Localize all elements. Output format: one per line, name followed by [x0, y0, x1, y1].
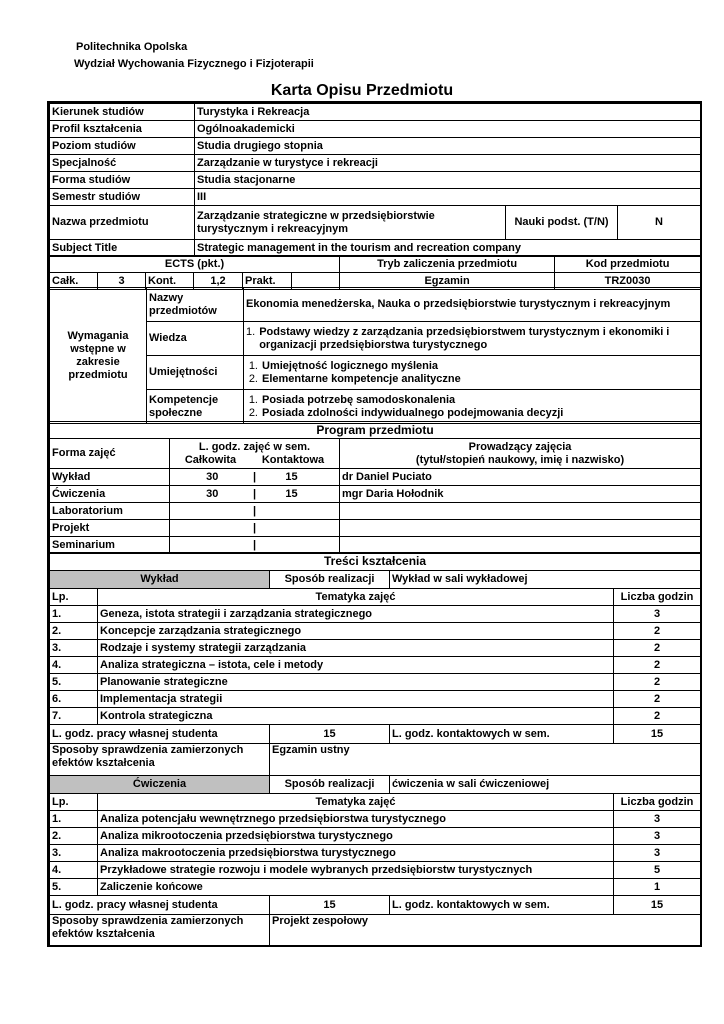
- topic-title: Analiza potencjału wewnętrznego przedsiębiorstwa turystycznego: [98, 811, 614, 828]
- table-row: [50, 776, 701, 794]
- table-row: [50, 503, 701, 520]
- wiedza-label: Wiedza: [147, 322, 244, 356]
- topic-lp: 3.: [50, 640, 98, 657]
- cwiczenia-label: Ćwiczenia: [50, 776, 270, 794]
- program-kont-value: 15: [285, 470, 298, 483]
- sposob-label: Sposób realizacji: [270, 776, 390, 794]
- sposob-value: Wykład w sali wykładowej: [390, 571, 701, 589]
- kontakt-label: L. godz. kontaktowych w sem.: [390, 896, 614, 915]
- kont-header: Kontaktowa: [261, 453, 325, 466]
- godz-header: L. godz. zajęć w sem. Całkowita Kontaktowa: [170, 439, 340, 469]
- program-calk: 30: [170, 486, 255, 503]
- tryb-header: Tryb zaliczenia przedmiotu: [340, 256, 555, 273]
- kont-label: Kont.: [146, 273, 194, 290]
- topic-lp: 5.: [50, 879, 98, 896]
- label-specjalnosc: Specjalność: [50, 155, 195, 172]
- program-prow: dr Daniel Puciato: [340, 469, 701, 486]
- topic-title: Analiza mikrootoczenia przedsiębiorstwa turystycznego: [98, 828, 614, 845]
- table-row: [50, 657, 701, 674]
- kod-value: TRZ0030: [555, 273, 701, 290]
- table-row: [50, 725, 701, 744]
- value-poziom: Studia drugiego stopnia: [195, 138, 701, 155]
- topic-title: Geneza, istota strategii i zarządzania strategicznego: [98, 606, 614, 623]
- topic-lp: 3.: [50, 845, 98, 862]
- komp-value: 1. Posiada potrzebę samodoskonalenia 2. Posiada zdolności indywidualnego podejmowania decyzji: [244, 390, 701, 424]
- sprawdzenie-value: Projekt zespołowy: [270, 915, 701, 947]
- kod-header: Kod przedmiotu: [555, 256, 701, 273]
- value-subject: Strategic management in the tourism and recreation company: [195, 240, 701, 257]
- program-table: [49, 421, 701, 554]
- topic-title: Planowanie strategiczne: [98, 674, 614, 691]
- table-row: [50, 915, 701, 947]
- tematyka-header: Tematyka zajęć: [98, 794, 614, 811]
- value-nauki: N: [618, 206, 701, 240]
- table-row: [50, 879, 701, 896]
- program-kont: [252, 486, 340, 503]
- table-row: [50, 691, 701, 708]
- table-row: [50, 571, 701, 589]
- label-poziom: Poziom studiów: [50, 138, 195, 155]
- liczba-header: Liczba godzin: [614, 794, 701, 811]
- sposob-value: ćwiczenia w sali ćwiczeniowej: [390, 776, 701, 794]
- table-row: [50, 845, 701, 862]
- topic-hours: 2: [614, 708, 701, 725]
- program-prow: [340, 537, 701, 554]
- topic-title: Kontrola strategiczna: [98, 708, 614, 725]
- table-row: [50, 520, 701, 537]
- label-subject: Subject Title: [50, 240, 195, 257]
- program-kont: [252, 503, 340, 520]
- label-nazwa: Nazwa przedmiotu: [50, 206, 195, 240]
- topic-lp: 2.: [50, 828, 98, 845]
- topic-lp: 1.: [50, 606, 98, 623]
- separator: |: [252, 521, 257, 534]
- program-title: Program przedmiotu: [50, 422, 701, 439]
- komp-1: Posiada potrzebę samodoskonalenia: [262, 393, 456, 406]
- nazwy-value: Ekonomia menedżerska, Nauka o przedsiębiorstwie turystycznym i rekreacyjnym: [244, 288, 701, 322]
- basic-info-table: [49, 103, 701, 257]
- value-semestr: III: [195, 189, 701, 206]
- ects-table: [49, 255, 701, 290]
- topic-lp: 7.: [50, 708, 98, 725]
- label-profil: Profil kształcenia: [50, 121, 195, 138]
- table-row: [50, 794, 701, 811]
- table-row: [50, 828, 701, 845]
- umiej-value: 1. Umiejętność logicznego myślenia 2. Elementarne kompetencje analityczne: [244, 356, 701, 390]
- umiej-label: Umiejętności: [147, 356, 244, 390]
- topic-lp: 2.: [50, 623, 98, 640]
- table-row: [50, 640, 701, 657]
- topic-title: Analiza makrootoczenia przedsiębiorstwa turystycznego: [98, 845, 614, 862]
- topic-hours: 1: [614, 879, 701, 896]
- table-row: [50, 623, 701, 640]
- separator: |: [252, 538, 257, 551]
- value-kierunek: Turystyka i Rekreacja: [195, 104, 701, 121]
- program-kont-value: 15: [285, 487, 298, 500]
- komp-2: Posiada zdolności indywidualnego podejmowania decyzji: [262, 406, 564, 419]
- liczba-header: Liczba godzin: [614, 589, 701, 606]
- sprawdzenie-label: Sposoby sprawdzenia zamierzonych efektów kształcenia: [50, 744, 270, 776]
- topic-hours: 2: [614, 640, 701, 657]
- komp-label: Kompetencje społeczne: [147, 390, 244, 424]
- topic-hours: 5: [614, 862, 701, 879]
- topic-hours: 3: [614, 828, 701, 845]
- program-forma: Wykład: [50, 469, 170, 486]
- praca-label: L. godz. pracy własnej studenta: [50, 896, 270, 915]
- separator: |: [252, 470, 257, 483]
- sposob-label: Sposób realizacji: [270, 571, 390, 589]
- umiej-2: Elementarne kompetencje analityczne: [262, 372, 461, 385]
- topic-hours: 2: [614, 674, 701, 691]
- program-prow: [340, 503, 701, 520]
- ects-header: ECTS (pkt.): [50, 256, 340, 273]
- wiedza-text: Podstawy wiedzy z zarządzania przedsiębiorstwem turystycznym i ekonomiki i organizacji przedsiębiorstwa turystycznego: [259, 325, 670, 351]
- table-row: [50, 606, 701, 623]
- req-label: Wymagania wstępne w zakresie przedmiotu: [50, 288, 147, 424]
- table-row: [50, 862, 701, 879]
- table-row: [50, 708, 701, 725]
- label-semestr: Semestr studiów: [50, 189, 195, 206]
- praca-value: 15: [270, 725, 390, 744]
- calk-label: Całk.: [50, 273, 98, 290]
- lp-header: Lp.: [50, 794, 98, 811]
- praca-value: 15: [270, 896, 390, 915]
- topic-hours: 3: [614, 606, 701, 623]
- table-row: [50, 486, 701, 503]
- program-forma: Ćwiczenia: [50, 486, 170, 503]
- value-specjalnosc: Zarządzanie w turystyce i rekreacji: [195, 155, 701, 172]
- praca-label: L. godz. pracy własnej studenta: [50, 725, 270, 744]
- wiedza-value: [244, 322, 701, 356]
- topic-lp: 5.: [50, 674, 98, 691]
- kontakt-value: 15: [614, 725, 701, 744]
- prow-header: Prowadzący zajęcia (tytuł/stopień naukowy, imię i nazwisko): [340, 439, 701, 469]
- label-nauki: Nauki podst. (T/N): [506, 206, 618, 240]
- topic-lp: 6.: [50, 691, 98, 708]
- topic-title: Analiza strategiczna – istota, cele i metody: [98, 657, 614, 674]
- topic-title: Implementacja strategii: [98, 691, 614, 708]
- sprawdzenie-value: Egzamin ustny: [270, 744, 701, 776]
- separator: |: [252, 504, 257, 517]
- table-row: [50, 811, 701, 828]
- value-profil: Ogólnoakademicki: [195, 121, 701, 138]
- table-row: [50, 744, 701, 776]
- nazwy-label: Nazwy przedmiotów: [147, 288, 244, 322]
- calk-header: Całkowita: [184, 453, 237, 466]
- separator: |: [252, 487, 257, 500]
- calk-value: 3: [98, 273, 146, 290]
- topic-title: Przykładowe strategie rozwoju i modele wybranych przedsiębiorstw turystycznych: [98, 862, 614, 879]
- tresci-table: [49, 552, 701, 947]
- topic-title: Zaliczenie końcowe: [98, 879, 614, 896]
- topic-lp: 4.: [50, 657, 98, 674]
- forma-header: Forma zajęć: [50, 439, 170, 469]
- topic-lp: 4.: [50, 862, 98, 879]
- sprawdzenie-label: Sposoby sprawdzenia zamierzonych efektów kształcenia: [50, 915, 270, 947]
- program-prow: [340, 520, 701, 537]
- label-forma: Forma studiów: [50, 172, 195, 189]
- page-title: Karta Opisu Przedmiotu: [270, 82, 454, 99]
- topic-title: Koncepcje zarządzania strategicznego: [98, 623, 614, 640]
- topic-hours: 2: [614, 657, 701, 674]
- program-calk: 30: [170, 469, 255, 486]
- umiej-1: Umiejętność logicznego myślenia: [262, 359, 439, 372]
- university-name: Politechnika Opolska: [76, 41, 188, 53]
- lp-header: Lp.: [50, 589, 98, 606]
- requirements-table: [49, 287, 701, 424]
- topic-hours: 2: [614, 691, 701, 708]
- program-prow: mgr Daria Hołodnik: [340, 486, 701, 503]
- program-kont: [252, 469, 340, 486]
- table-row: [50, 674, 701, 691]
- tematyka-header: Tematyka zajęć: [98, 589, 614, 606]
- faculty-name: Wydział Wychowania Fizycznego i Fizjoterapii: [74, 58, 314, 70]
- value-nazwa: Zarządzanie strategiczne w przedsiębiorstwie turystycznym i rekreacyjnym: [195, 206, 506, 240]
- wiedza-num: 1.: [246, 325, 256, 338]
- value-forma: Studia stacjonarne: [195, 172, 701, 189]
- kontakt-value: 15: [614, 896, 701, 915]
- wyklad-label: Wykład: [50, 571, 270, 589]
- topic-hours: 2: [614, 623, 701, 640]
- kontakt-label: L. godz. kontaktowych w sem.: [390, 725, 614, 744]
- topic-hours: 3: [614, 845, 701, 862]
- label-kierunek: Kierunek studiów: [50, 104, 195, 121]
- table-row: [50, 537, 701, 554]
- program-forma: Projekt: [50, 520, 170, 537]
- topic-title: Rodzaje i systemy strategii zarządzania: [98, 640, 614, 657]
- program-kont: [252, 537, 340, 554]
- prakt-label: Prakt.: [243, 273, 292, 290]
- tresci-title: Treści kształcenia: [50, 553, 701, 571]
- topic-hours: 3: [614, 811, 701, 828]
- topic-lp: 1.: [50, 811, 98, 828]
- table-row: [50, 589, 701, 606]
- kont-value: 1,2: [194, 273, 243, 290]
- program-forma: Laboratorium: [50, 503, 170, 520]
- table-row: [50, 896, 701, 915]
- tryb-value: Egzamin: [340, 273, 555, 290]
- program-kont: [252, 520, 340, 537]
- table-row: [50, 469, 701, 486]
- program-forma: Seminarium: [50, 537, 170, 554]
